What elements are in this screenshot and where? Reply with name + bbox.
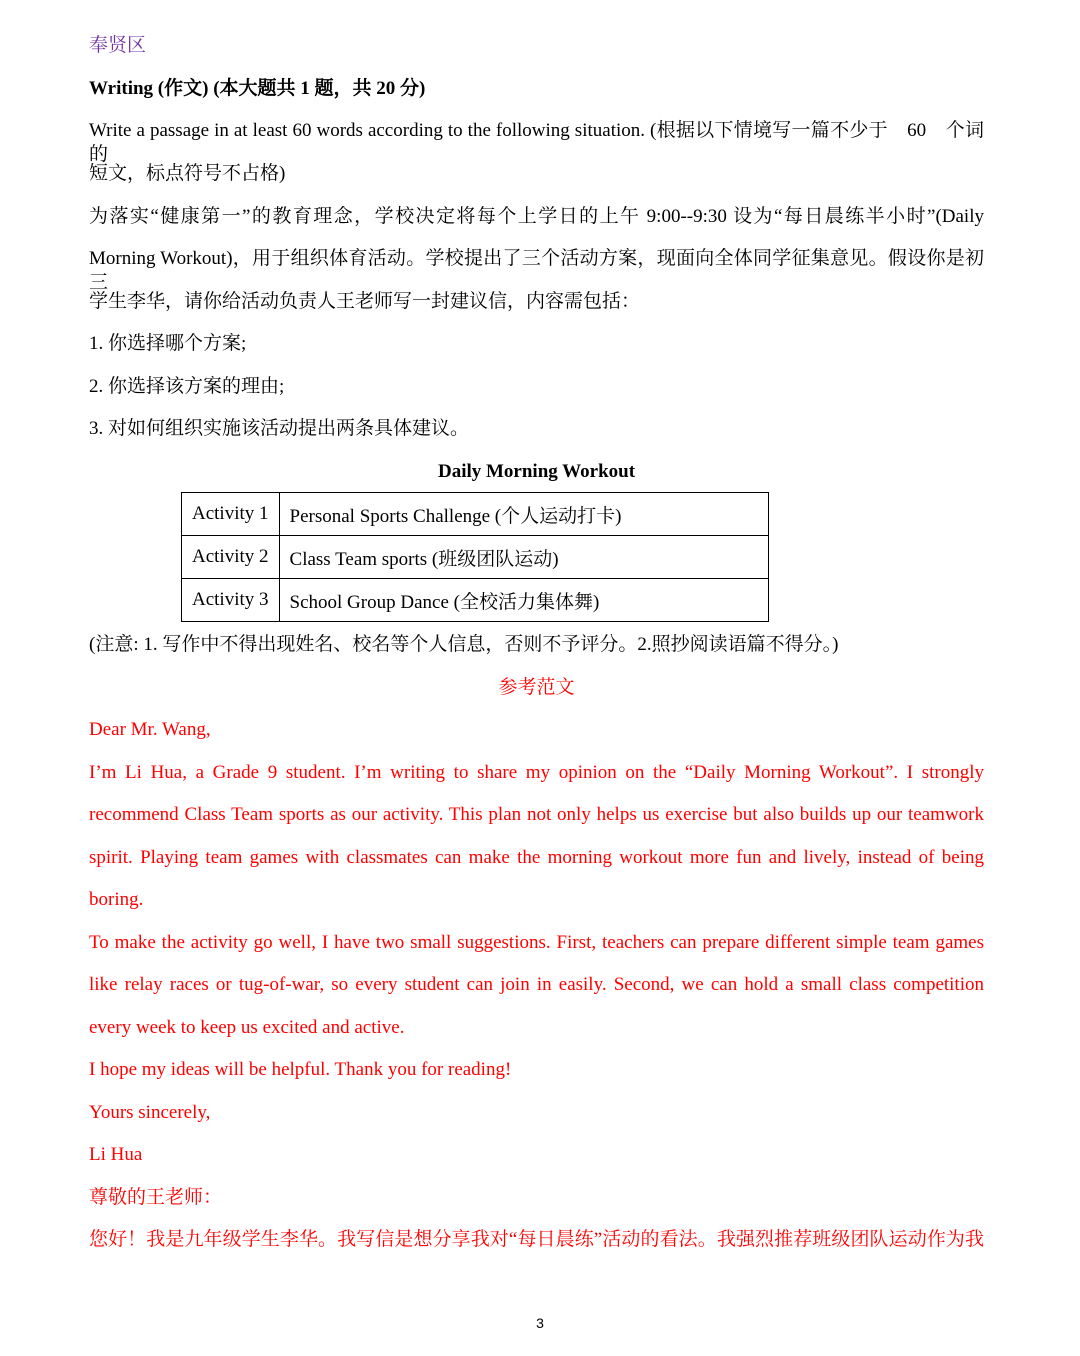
answer-heading: 参考范文 — [498, 677, 575, 698]
activity-cell: Activity 3 — [182, 579, 280, 622]
description-cell: Personal Sports Challenge (个人运动打卡) — [279, 493, 768, 536]
table-row — [182, 579, 769, 622]
activity-cell: Activity 2 — [182, 536, 280, 579]
requirement-item: 1. 你选择哪个方案; — [89, 333, 247, 354]
letter-closing: Yours sincerely, — [89, 1102, 211, 1123]
letter-line: like relay races or tug-of-war, so every student can join in easily. Second, we can hold a small class competition — [89, 974, 984, 995]
letter-line: boring. — [89, 889, 144, 910]
page-number: 3 — [536, 1315, 544, 1331]
cn-greeting: 尊敬的王老师： — [89, 1187, 223, 1208]
letter-line: recommend Class Team sports as our activity. This plan not only helps us exercise but also builds up our teamwork — [89, 804, 984, 825]
prompt-line: 为落实“健康第一”的教育理念，学校决定将每个上学日的上午 9:00--9:30 设为“每日晨练半小时”(Daily — [89, 206, 984, 227]
letter-greeting: Dear Mr. Wang, — [89, 719, 211, 740]
activity-table — [181, 492, 769, 622]
letter-signature: Li Hua — [89, 1144, 143, 1165]
section-title: Writing (作文) (本大题共 1 题，共 20 分) — [89, 78, 426, 99]
prompt-line: Write a passage in at least 60 words according to the following situation. (根据以下情境写一篇不少于 60 个词的 — [89, 120, 984, 165]
letter-line: every week to keep us excited and active. — [89, 1017, 405, 1038]
prompt-line: 短文，标点符号不占格) — [89, 163, 286, 184]
note: (注意: 1. 写作中不得出现姓名、校名等个人信息，否则不予评分。2.照抄阅读语篇不得分。) — [89, 634, 839, 655]
requirement-item: 2. 你选择该方案的理由; — [89, 376, 285, 397]
table-row — [182, 536, 769, 579]
cn-letter-line: 您好！我是九年级学生李华。我写信是想分享我对“每日晨练”活动的看法。我强烈推荐班级团队运动作为我 — [89, 1229, 984, 1250]
table-title: Daily Morning Workout — [437, 461, 636, 482]
district-label: 奉贤区 — [89, 35, 147, 56]
table-row — [182, 493, 769, 536]
prompt-line: 学生李华，请你给活动负责人王老师写一封建议信，内容需包括： — [89, 291, 641, 312]
description-cell: School Group Dance (全校活力集体舞) — [279, 579, 768, 622]
description-cell: Class Team sports (班级团队运动) — [279, 536, 768, 579]
prompt-line: Morning Workout)，用于组织体育活动。学校提出了三个活动方案，现面向全体同学征集意见。假设你是初三 — [89, 248, 984, 293]
letter-line: To make the activity go well, I have two small suggestions. First, teachers can prepare different simple team games — [89, 932, 984, 953]
requirement-item: 3. 对如何组织实施该活动提出两条具体建议。 — [89, 418, 470, 439]
letter-line: I hope my ideas will be helpful. Thank you for reading! — [89, 1059, 512, 1080]
letter-line: I’m Li Hua, a Grade 9 student. I’m writing to share my opinion on the “Daily Morning Workout”. I strongly — [89, 762, 984, 783]
letter-line: spirit. Playing team games with classmates can make the morning workout more fun and lively, instead of being — [89, 847, 984, 868]
activity-cell: Activity 1 — [182, 493, 280, 536]
